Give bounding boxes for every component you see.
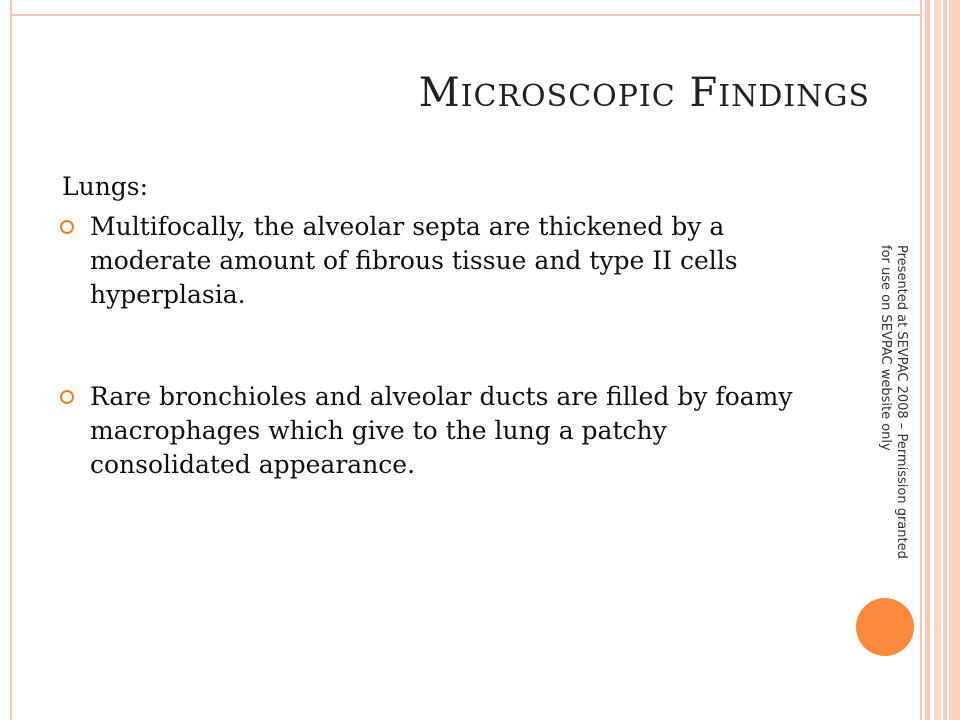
frame-top-line [10, 14, 922, 16]
title-rest: INDINGS [718, 79, 870, 114]
title-initial: F [689, 70, 719, 116]
section-heading: Lungs: [62, 172, 149, 201]
accent-circle [856, 598, 914, 656]
bullet-icon [60, 220, 74, 234]
bullet-text: Rare bronchioles and alveolar ducts are filled by foamy macrophages which give to the lung a patchy consolidated appearance. [90, 382, 793, 479]
bullet-item [62, 210, 822, 312]
stripe [934, 0, 941, 720]
bullet-text: Multifocally, the alveolar septa are thickened by a moderate amount of fibrous tissue and type II cells hyperplasia. [90, 212, 738, 309]
frame-right-line [920, 0, 922, 720]
bullet-item [62, 380, 822, 482]
slide-content [62, 170, 822, 482]
stripe [943, 0, 947, 720]
frame-left-line [10, 0, 12, 720]
decorative-stripes [925, 0, 960, 720]
stripe [949, 0, 960, 720]
side-note: Presented at SEVPAC 2008 – Permission granted for use on SEVPAC website only [878, 245, 909, 559]
title-rest: ICROSCOPIC [460, 79, 676, 114]
bullet-icon [60, 390, 74, 404]
bullet-list [62, 210, 822, 482]
slide-title [419, 70, 870, 116]
title-initial: M [418, 70, 461, 116]
stripe [925, 0, 930, 720]
